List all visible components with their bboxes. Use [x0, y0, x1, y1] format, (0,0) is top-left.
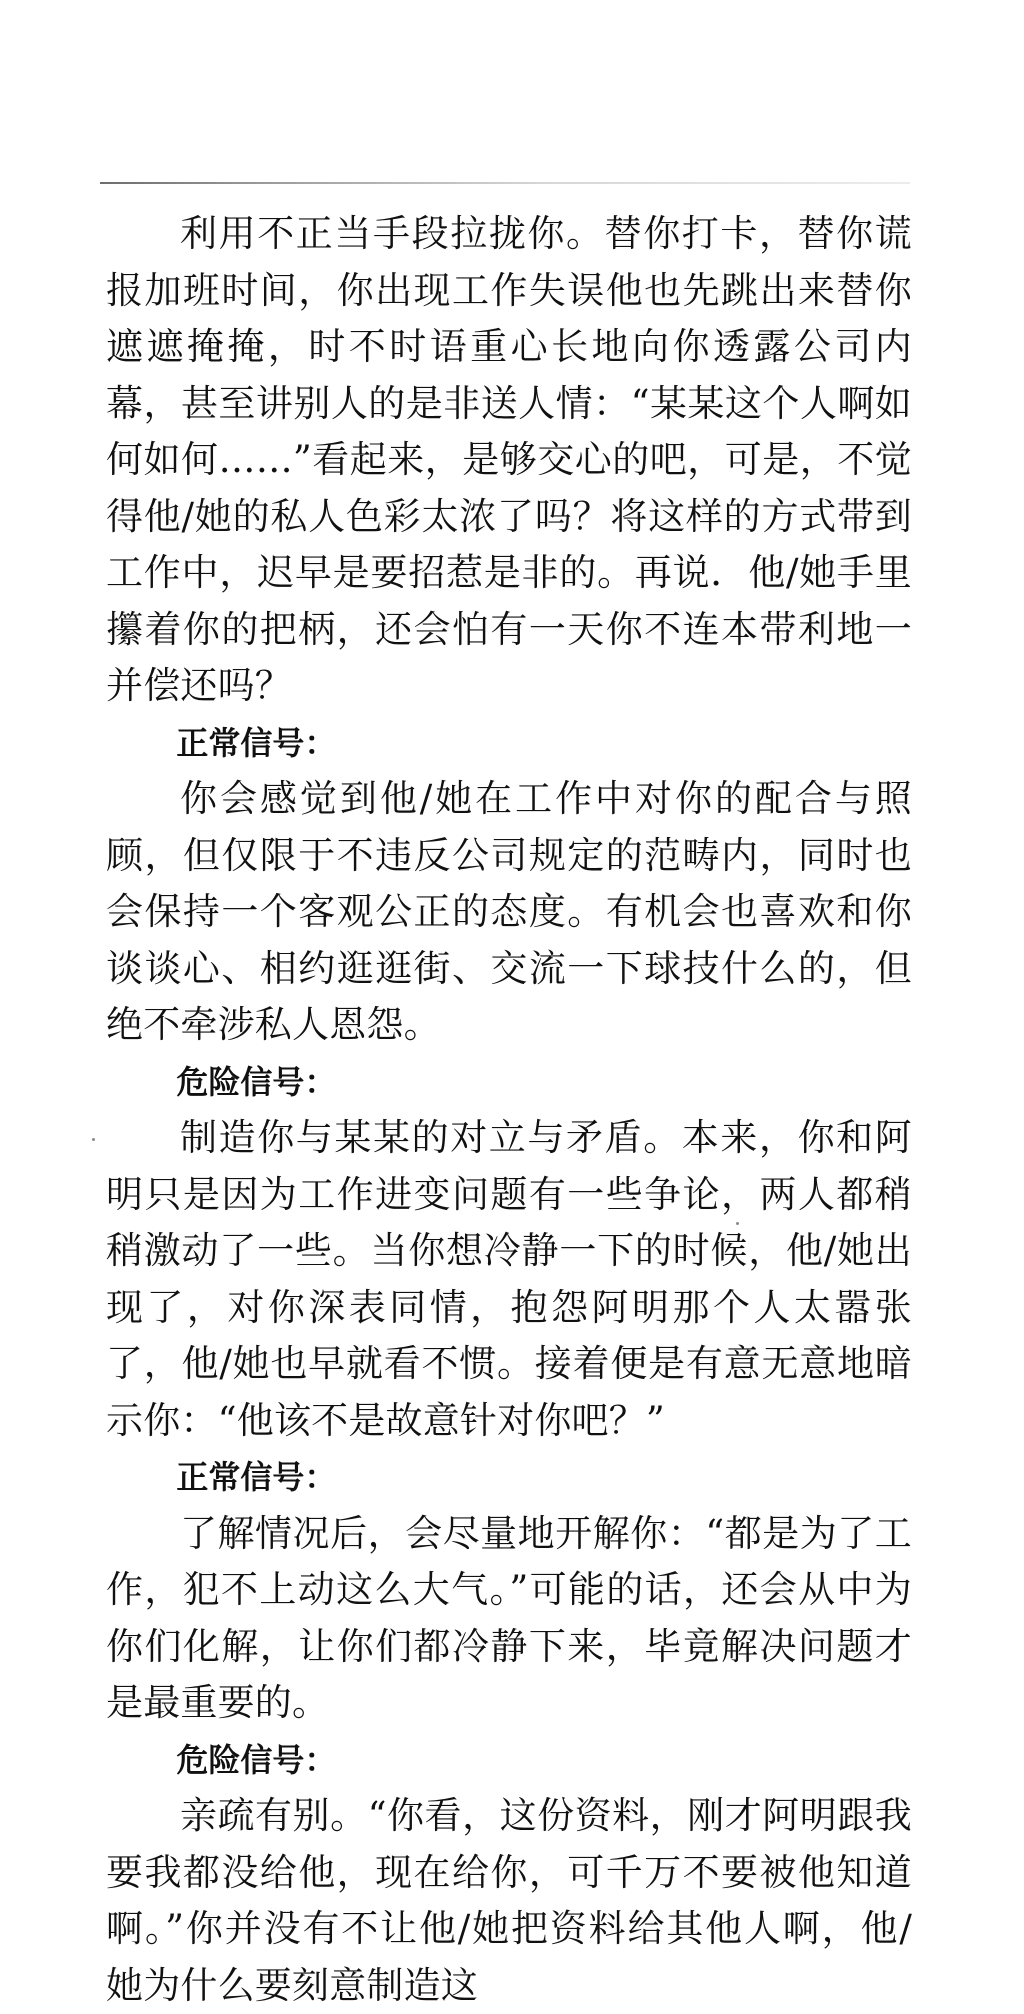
top-rule	[100, 182, 910, 184]
paragraph-4: 了解情况后，会尽量地开解你：“都是为了工作，犯不上动这么大气。”可能的话，还会从中为你们化解，让你们都冷静下来，毕竟解决问题才是最重要的。	[106, 1511, 912, 1724]
paragraph-1: 利用不正当手段拉拢你。替你打卡，替你谎报加班时间，你出现工作失误他也先跳出来替你遮遮掩掩，时不时语重心长地向你透露公司内幕，甚至讲别人的是非送人情：“某某这个人啊如何如何……”看起来，是够交心的吧，可是，不觉得他/她的私人色彩太浓了吗？将这样的方式带到工作中，迟早是要招惹是非的。再说．他/她手里攥着你的把柄，还会怕有一天你不连本带利地一并偿还吗？	[106, 212, 912, 707]
heading-normal-signal-2: 正常信号：	[176, 1458, 337, 1496]
heading-normal-signal-1: 正常信号：	[176, 723, 337, 762]
paragraph-5: 亲疏有别。“你看，这份资料，刚才阿明跟我要我都没给他，现在给你，可千万不要被他知道啊。”你并没有不让他/她把资料给其他人啊，他/她为什么要刻意制造这	[106, 1794, 912, 2007]
scan-speck	[736, 1222, 739, 1225]
book-page	[106, 206, 912, 2014]
heading-danger-signal-2: 危险信号：	[176, 1740, 337, 1779]
paragraph-2: 你会感觉到他/她在工作中对你的配合与照顾，但仅限于不违反公司规定的范畴内，同时也会保持一个客观公正的态度。有机会也喜欢和你谈谈心、相约逛逛街、交流一下球技什么的，但绝不牵涉私人恩怨。	[106, 777, 912, 1046]
paragraph-3: 制造你与某某的对立与矛盾。本来，你和阿明只是因为工作进变问题有一些争论，两人都稍稍激动了一些。当你想冷静一下的时候，他/她出现了，对你深表同情，抱怨阿明那个人太嚣张了，他/她也早就看不惯。接着便是有意无意地暗示你：“他该不是故意针对你吧？”	[106, 1116, 912, 1442]
heading-danger-signal-1: 危险信号：	[176, 1062, 337, 1101]
scan-speck	[92, 1138, 95, 1141]
